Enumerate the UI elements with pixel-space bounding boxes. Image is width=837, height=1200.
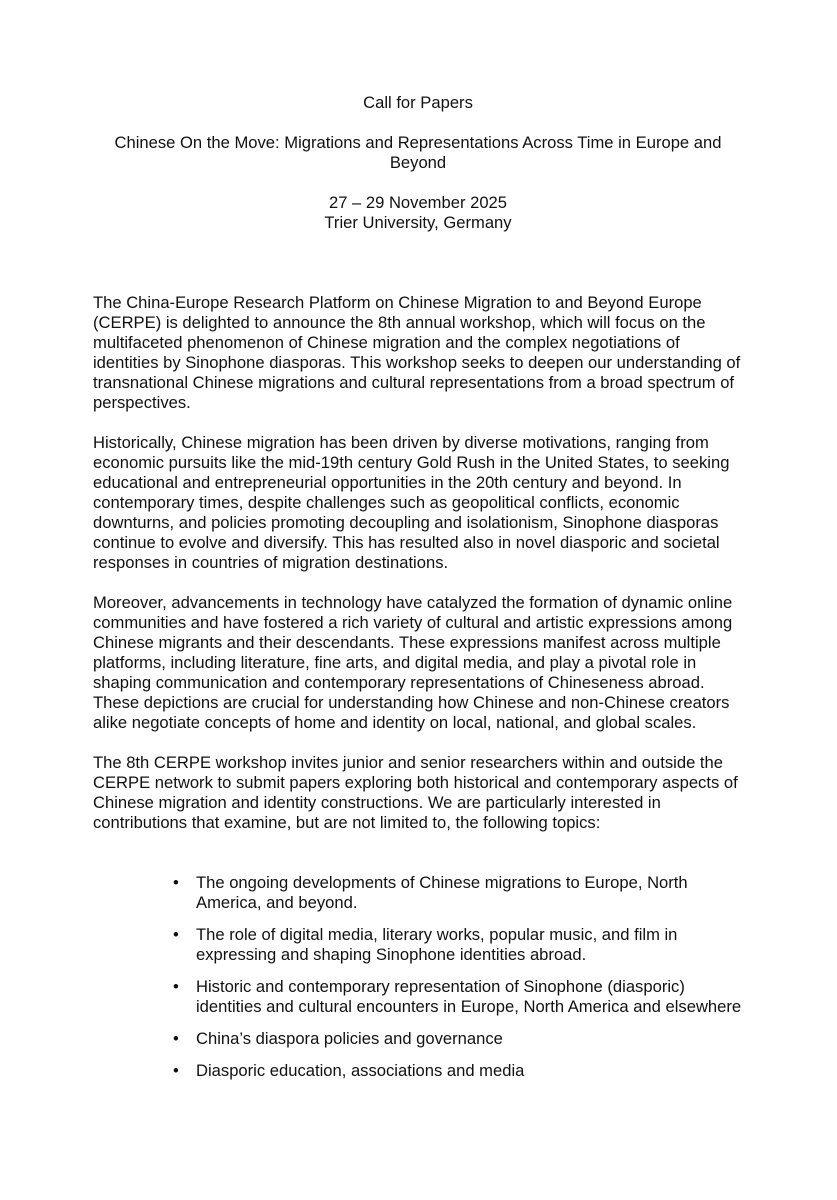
- document-page: [93, 93, 743, 1093]
- topic-text: Diasporic education, associations and media: [196, 1061, 525, 1080]
- topic-text: The role of digital media, literary works, popular music, and film in expressing and shaping Sinophone identities abroad.: [196, 925, 678, 964]
- list-item: [173, 977, 743, 1017]
- bullet-icon: •: [173, 873, 179, 892]
- bullet-icon: •: [173, 925, 179, 944]
- list-item: [173, 1029, 743, 1049]
- workshop-venue: Trier University, Germany: [324, 213, 512, 232]
- paragraph-invitation: The 8th CERPE workshop invites junior and senior researchers within and outside the CERPE network to submit papers exploring both historical and contemporary aspects of Chinese migration and identity constructions. We are particularly interested in contributions that examine, but are not limited to, the following topics:: [93, 753, 738, 832]
- bullet-icon: •: [173, 1061, 179, 1080]
- topic-text: China’s diaspora policies and governance: [196, 1029, 503, 1048]
- bullet-icon: •: [173, 1029, 179, 1048]
- document-header: [93, 93, 743, 233]
- paragraph-intro: The China-Europe Research Platform on Chinese Migration to and Beyond Europe (CERPE) is delighted to announce the 8th annual workshop, which will focus on the multifaceted phenomenon of Chinese migration and the complex negotiations of identities by Sinophone diasporas. This workshop seeks to deepen our understanding of transnational Chinese migrations and cultural representations from a broad spectrum of perspectives.: [93, 293, 741, 412]
- topic-text: The ongoing developments of Chinese migrations to Europe, North America, and beyond.: [196, 873, 688, 912]
- body-text: [93, 293, 743, 833]
- list-item: [173, 925, 743, 965]
- paragraph-technology: Moreover, advancements in technology have catalyzed the formation of dynamic online communities and have fostered a rich variety of cultural and artistic expressions among Chinese migrants and their descendants. These expressions manifest across multiple platforms, including literature, fine arts, and digital media, and play a pivotal role in shaping communication and contemporary representations of Chineseness abroad. These depictions are crucial for understanding how Chinese and non-Chinese creators alike negotiate concepts of home and identity on local, national, and global scales.: [93, 593, 733, 732]
- topics-list: [93, 873, 743, 1081]
- workshop-title-line-2: Beyond: [389, 153, 447, 172]
- bullet-icon: •: [173, 977, 179, 996]
- topic-text: Historic and contemporary representation of Sinophone (diasporic) identities and cultural encounters in Europe, North America and elsewhere: [196, 977, 742, 1016]
- list-item: [173, 1061, 743, 1081]
- call-heading: Call for Papers: [363, 93, 473, 112]
- workshop-title-line-1: Chinese On the Move: Migrations and Representations Across Time in Europe and: [114, 133, 722, 152]
- paragraph-history: Historically, Chinese migration has been driven by diverse motivations, ranging from economic pursuits like the mid-19th century Gold Rush in the United States, to seeking educational and entrepreneurial opportunities in the 20th century and beyond. In contemporary times, despite challenges such as geopolitical conflicts, economic downturns, and policies promoting decoupling and isolationism, Sinophone diasporas continue to evolve and diversify. This has resulted also in novel diasporic and societal responses in countries of migration destinations.: [93, 433, 730, 572]
- list-item: [173, 873, 743, 913]
- workshop-dates: 27 – 29 November 2025: [328, 193, 508, 212]
